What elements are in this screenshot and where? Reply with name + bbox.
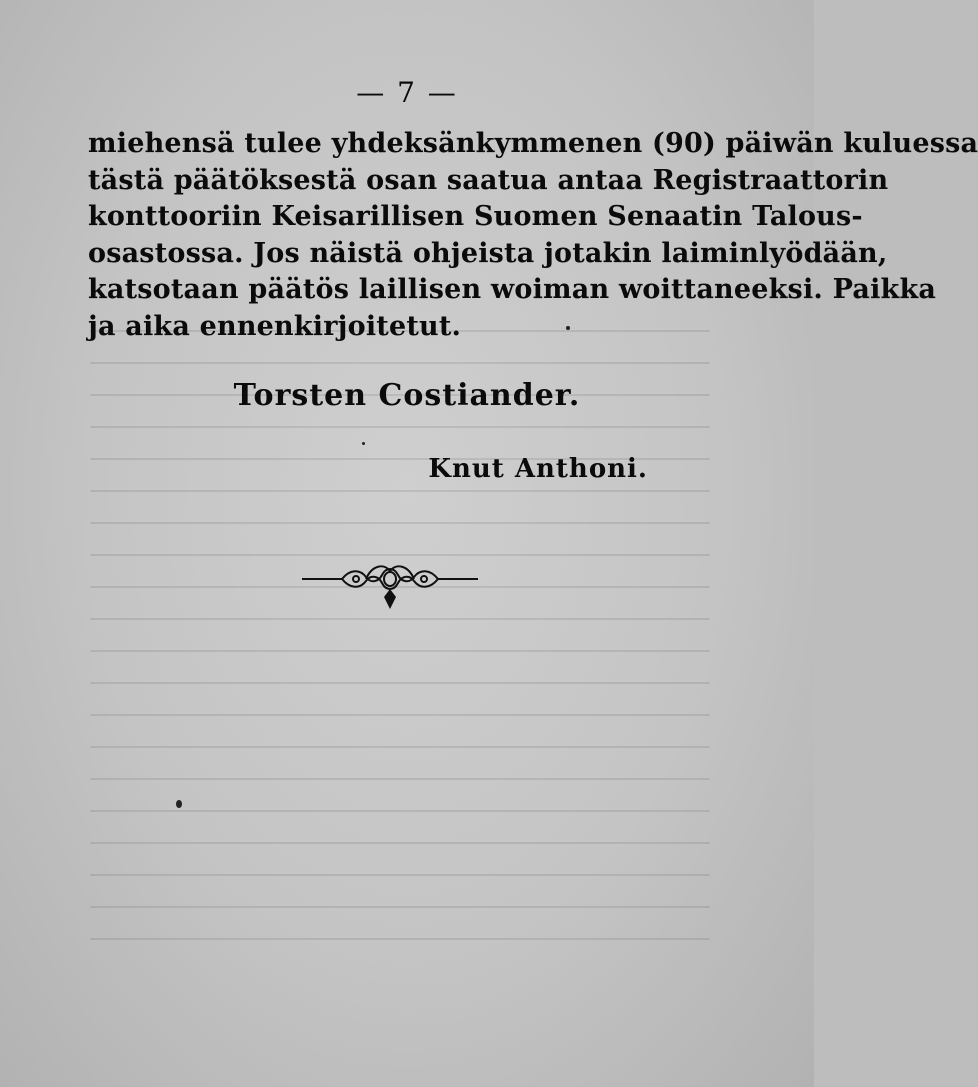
- page-number: — 7 —: [356, 76, 458, 109]
- text-line: miehensä tulee yhdeksänkymmenen (90) päiwän kuluessa: [88, 128, 978, 159]
- text-line: katsotaan päätös laillisen woiman woittaneeksi. Paikka: [88, 274, 937, 305]
- text-line: osastossa. Jos näistä ohjeista jotakin laiminlyödään,: [88, 237, 888, 269]
- show-through-text: [90, 330, 710, 990]
- text-line: tästä päätöksestä osan saatua antaa Registraattorin: [88, 164, 889, 196]
- body-paragraph: [88, 126, 978, 345]
- ink-speck: [362, 442, 365, 445]
- text-line: ja aika ennenkirjoitetut.: [88, 310, 462, 342]
- ornament-divider-icon: [300, 555, 480, 611]
- ink-speck: [566, 326, 570, 330]
- signature-primary: Torsten Costiander.: [233, 378, 581, 413]
- text-line: konttooriin Keisarillisen Suomen Senaatin Talous-: [88, 201, 863, 232]
- ink-speck: [176, 800, 182, 808]
- signature-secondary: Knut Anthoni.: [428, 454, 648, 484]
